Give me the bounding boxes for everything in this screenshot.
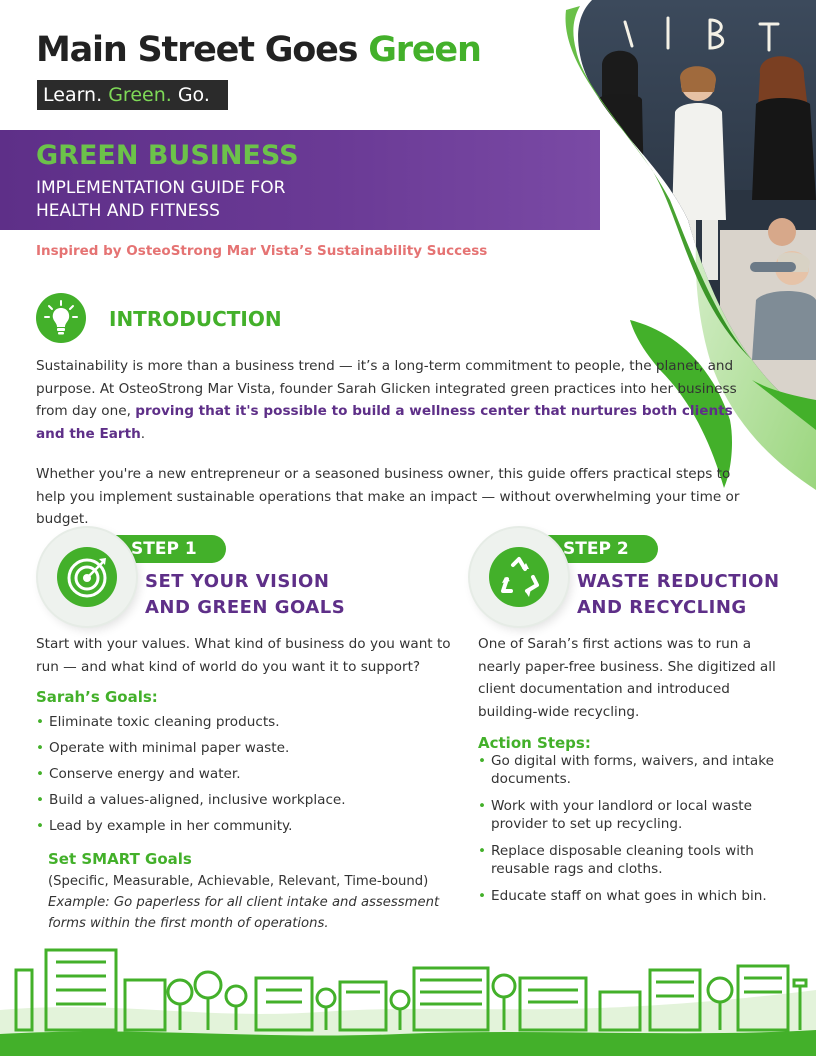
step2-intro: One of Sarah’s first actions was to run a nearly paper-free business. She digitized all client documentation and introduced building-wide recycling. xyxy=(478,636,776,720)
list-item: • Operate with minimal paper waste. xyxy=(36,737,456,763)
tagline-learn: Learn. xyxy=(43,84,103,106)
intro-paragraph-1-text: Sustainability is more than a business trend — it’s a long-term commitment to people, the planet, and purpose. At OsteoStrong Mar Vista, founder Sarah Glicken integrated green practices into her business from day one, xyxy=(36,358,737,419)
step2-title-line1: WASTE REDUCTION xyxy=(577,571,780,592)
step2-title-line2: AND RECYCLING xyxy=(577,597,747,618)
smart-goals-definition: (Specific, Measurable, Achievable, Relevant, Time-bound) xyxy=(48,874,429,889)
main-title-text: Main Street Goes xyxy=(36,30,369,70)
tagline-green: Green. xyxy=(108,84,172,106)
intro-paragraph-1-highlight: proving that it's possible to build a wellness center that nurtures both clients and the Earth xyxy=(36,403,733,442)
intro-paragraph-1 xyxy=(36,355,756,445)
step1-circle xyxy=(38,528,136,626)
list-item: • Lead by example in her community. xyxy=(36,815,456,841)
list-item: • Go digital with forms, waivers, and intake documents. xyxy=(478,752,778,788)
smart-goals-example: Example: Go paperless for all client intake and assessment forms within the first month of operations. xyxy=(48,895,440,931)
main-title xyxy=(36,30,481,70)
lightbulb-icon xyxy=(36,293,86,343)
step1-title xyxy=(145,569,345,621)
action-steps-list xyxy=(478,752,778,914)
smart-goals-text xyxy=(48,871,448,934)
step2-circle xyxy=(470,528,568,626)
main-title-green: Green xyxy=(368,30,481,70)
city-skyline-illustration xyxy=(0,930,816,1056)
banner-title: GREEN BUSINESS xyxy=(36,140,299,171)
tagline-go: Go. xyxy=(177,84,210,106)
list-item: • Conserve energy and water. xyxy=(36,763,456,789)
list-item: • Replace disposable cleaning tools with reusable rags and cloths. xyxy=(478,842,778,878)
step1-title-line1: SET YOUR VISION xyxy=(145,571,330,592)
banner-subtitle-line2: HEALTH AND FITNESS xyxy=(36,201,220,221)
step2-label: STEP 2 xyxy=(518,535,658,563)
list-item: • Build a values-aligned, inclusive workplace. xyxy=(36,789,456,815)
intro-paragraph-1-end: . xyxy=(140,425,146,442)
list-item: • Educate staff on what goes in which bin. xyxy=(478,887,778,905)
action-steps-heading: Action Steps: xyxy=(478,734,591,752)
banner-subtitle xyxy=(36,177,285,223)
intro-paragraph-2: Whether you're a new entrepreneur or a seasoned business owner, this guide offers practical steps to help you implement sustainable operations that make an impact — without overwhelming your time or budget. xyxy=(36,466,740,527)
inspired-by-text: Inspired by OsteoStrong Mar Vista’s Sustainability Success xyxy=(36,243,488,259)
target-icon xyxy=(57,547,117,607)
sarahs-goals-list xyxy=(36,711,456,841)
sarahs-goals-heading: Sarah’s Goals: xyxy=(36,688,158,706)
smart-goals-heading: Set SMART Goals xyxy=(48,850,192,868)
tagline xyxy=(37,80,228,110)
step2-title xyxy=(577,569,780,621)
banner-subtitle-line1: IMPLEMENTATION GUIDE FOR xyxy=(36,178,286,198)
step1-intro: Start with your values. What kind of business do you want to run — and what kind of world do you want it to support? xyxy=(36,636,451,675)
recycle-icon xyxy=(489,547,549,607)
step1-label: STEP 1 xyxy=(86,535,226,563)
skyline-ground xyxy=(0,1030,816,1056)
introduction-heading: INTRODUCTION xyxy=(109,307,282,331)
list-item: • Eliminate toxic cleaning products. xyxy=(36,711,456,737)
list-item: • Work with your landlord or local waste provider to set up recycling. xyxy=(478,797,778,833)
step1-title-line2: AND GREEN GOALS xyxy=(145,597,346,618)
